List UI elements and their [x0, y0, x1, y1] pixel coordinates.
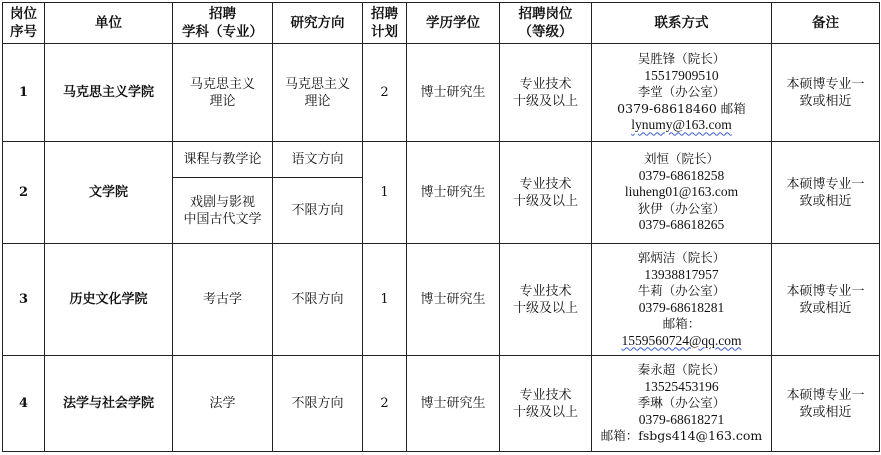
row-position: 专业技术 十级及以上 — [500, 244, 592, 356]
row-unit: 历史文化学院 — [45, 244, 173, 356]
row-contact: 秦永超（院长） 13525453196 季琳（办公室） 0379-68618271 邮箱：fsbgs414@163.com — [592, 356, 772, 452]
row-discipline: 马克思主义 理论 — [173, 44, 273, 142]
row-unit: 法学与社会学院 — [45, 356, 173, 452]
row-no: 1 — [3, 44, 45, 142]
row-remark: 本硕博专业一 致或相近 — [772, 244, 880, 356]
row-degree: 博士研究生 — [407, 356, 500, 452]
row-plan: 2 — [363, 356, 407, 452]
row-plan: 2 — [363, 44, 407, 142]
row-unit: 马克思主义学院 — [45, 44, 173, 142]
row-direction: 语文方向 — [273, 142, 363, 178]
row-direction: 马克思主义 理论 — [273, 44, 363, 142]
table-row — [3, 356, 880, 452]
row-no: 4 — [3, 356, 45, 452]
header-unit: 单位 — [45, 3, 173, 44]
table-row — [3, 44, 880, 142]
header-no: 岗位 序号 — [3, 3, 45, 44]
row-position: 专业技术 十级及以上 — [500, 142, 592, 244]
row-plan: 1 — [363, 142, 407, 244]
row-degree: 博士研究生 — [407, 244, 500, 356]
email-link[interactable]: 邮箱：fsbgs414@163.com — [600, 428, 763, 444]
row-remark: 本硕博专业一 致或相近 — [772, 44, 880, 142]
header-discipline: 招聘 学科（专业） — [173, 3, 273, 44]
header-row — [3, 3, 880, 44]
row-position: 专业技术 十级及以上 — [500, 356, 592, 452]
row-position: 专业技术 十级及以上 — [500, 44, 592, 142]
row-unit: 文学院 — [45, 142, 173, 244]
row-contact: 刘恒（院长） 0379-68618258 liuheng01@163.com 狄伊（办公室） 0379-68618265 — [592, 142, 772, 244]
header-position: 招聘岗位 （等级） — [500, 3, 592, 44]
row-discipline: 考古学 — [173, 244, 273, 356]
row-contact: 郭炳洁（院长） 13938817957 牛莉（办公室） 0379-68618281 邮箱： 1559560724@qq.com — [592, 244, 772, 356]
row-no: 3 — [3, 244, 45, 356]
header-plan: 招聘 计划 — [363, 3, 407, 44]
email-link[interactable]: liuheng01@163.com — [624, 184, 739, 200]
row-degree: 博士研究生 — [407, 44, 500, 142]
email-link[interactable]: lynumy@163.com — [631, 117, 732, 133]
recruitment-table — [2, 2, 880, 452]
row-remark: 本硕博专业一 致或相近 — [772, 142, 880, 244]
row-remark: 本硕博专业一 致或相近 — [772, 356, 880, 452]
row-direction: 不限方向 — [273, 244, 363, 356]
row-direction: 不限方向 — [273, 178, 363, 244]
header-degree: 学历学位 — [407, 3, 500, 44]
row-degree: 博士研究生 — [407, 142, 500, 244]
row-discipline: 戏剧与影视 中国古代文学 — [173, 178, 273, 244]
row-discipline: 法学 — [173, 356, 273, 452]
row-discipline: 课程与教学论 — [173, 142, 273, 178]
header-direction: 研究方向 — [273, 3, 363, 44]
row-no: 2 — [3, 142, 45, 244]
row-contact: 吴胜锋（院长） 15517909510 李堂（办公室） 0379-68618460 邮箱 lynumy@163.com — [592, 44, 772, 142]
header-remark: 备注 — [772, 3, 880, 44]
email-link[interactable]: 1559560724@qq.com — [621, 332, 742, 348]
table-row — [3, 142, 880, 178]
header-contact: 联系方式 — [592, 3, 772, 44]
row-direction: 不限方向 — [273, 356, 363, 452]
table-row — [3, 244, 880, 356]
row-plan: 1 — [363, 244, 407, 356]
